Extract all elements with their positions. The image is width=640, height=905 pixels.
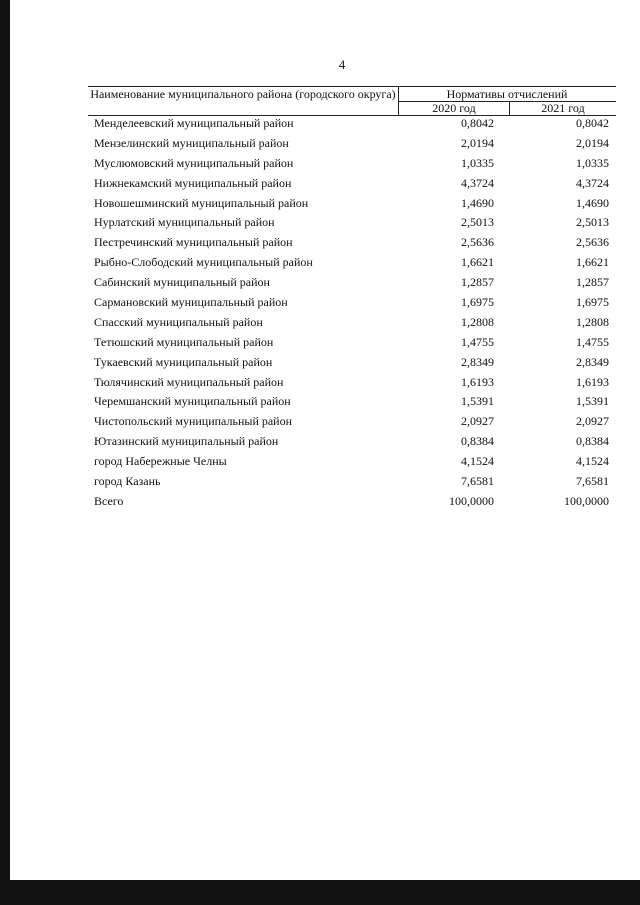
municipality-name: Тукаевский муниципальный район xyxy=(94,354,273,369)
table-header xyxy=(88,86,616,116)
norm-2020-value: 2,8349 xyxy=(461,354,494,369)
norm-2020-value: 1,6193 xyxy=(461,374,494,389)
header-municipality-name: Наименование муниципального района (городского округа) xyxy=(90,87,396,101)
norm-2021-value: 100,0000 xyxy=(564,493,609,508)
scan-border-left xyxy=(0,0,10,905)
municipality-name: Всего xyxy=(94,493,124,508)
table-row xyxy=(94,154,614,174)
norm-2021-value: 1,4690 xyxy=(576,195,609,210)
table-row xyxy=(94,194,614,214)
norm-2021-value: 2,0927 xyxy=(576,414,609,429)
norm-2020-value: 4,3724 xyxy=(461,175,494,190)
municipality-name: Черемшанский муниципальный район xyxy=(94,394,291,409)
norm-2021-value: 2,5013 xyxy=(576,215,609,230)
norm-2020-value: 1,0335 xyxy=(461,155,494,170)
table-row xyxy=(94,114,614,134)
scan-border-bottom xyxy=(0,880,640,905)
norm-2021-value: 4,3724 xyxy=(576,175,609,190)
norm-2020-value: 2,5636 xyxy=(461,235,494,250)
table-row xyxy=(94,134,614,154)
norm-2021-value: 0,8042 xyxy=(576,116,609,130)
table-row xyxy=(94,412,614,432)
municipality-table-body xyxy=(94,114,614,512)
norm-2020-value: 1,6975 xyxy=(461,295,494,310)
table-row xyxy=(94,253,614,273)
municipality-name: Мензелинский муниципальный район xyxy=(94,135,289,150)
norm-2020-value: 1,2808 xyxy=(461,314,494,329)
table-row xyxy=(94,293,614,313)
municipality-name: Нижнекамский муниципальный район xyxy=(94,175,292,190)
municipality-name: Тюлячинский муниципальный район xyxy=(94,374,284,389)
table-row xyxy=(94,492,614,512)
table-row xyxy=(94,353,614,373)
norm-2021-value: 4,1524 xyxy=(576,454,609,469)
norm-2021-value: 1,2808 xyxy=(576,314,609,329)
table-row xyxy=(94,174,614,194)
table-row xyxy=(94,273,614,293)
norm-2021-value: 1,4755 xyxy=(576,334,609,349)
norm-2020-value: 0,8042 xyxy=(461,116,494,130)
norm-2020-value: 100,0000 xyxy=(449,493,494,508)
table-row xyxy=(94,233,614,253)
municipality-name: Сармановский муниципальный район xyxy=(94,295,288,310)
norm-2021-value: 1,2857 xyxy=(576,275,609,290)
municipality-name: Чистопольский муниципальный район xyxy=(94,414,293,429)
norm-2020-value: 1,4690 xyxy=(461,195,494,210)
norm-2021-value: 2,8349 xyxy=(576,354,609,369)
municipality-name: город Набережные Челны xyxy=(94,454,227,469)
page-number: 4 xyxy=(338,57,346,72)
table-row xyxy=(94,452,614,472)
norm-2020-value: 1,5391 xyxy=(461,394,494,409)
municipality-name: Сабинский муниципальный район xyxy=(94,275,270,290)
municipality-name: Рыбно-Слободский муниципальный район xyxy=(94,255,313,270)
norm-2021-value: 0,8384 xyxy=(576,434,609,449)
norm-2021-value: 1,6193 xyxy=(576,374,609,389)
norm-2020-value: 1,6621 xyxy=(461,255,494,270)
table-row xyxy=(94,373,614,393)
table-row xyxy=(94,392,614,412)
norm-2020-value: 7,6581 xyxy=(461,474,494,489)
norm-2020-value: 1,2857 xyxy=(461,275,494,290)
table-row xyxy=(94,432,614,452)
municipality-name: Пестречинский муниципальный район xyxy=(94,235,293,250)
table-row xyxy=(94,333,614,353)
municipality-name: Тетюшский муниципальный район xyxy=(94,334,274,349)
norm-2020-value: 2,5013 xyxy=(461,215,494,230)
norm-2020-value: 4,1524 xyxy=(461,454,494,469)
table-row xyxy=(94,313,614,333)
header-year-2020: 2020 год xyxy=(432,101,476,115)
norm-2020-value: 2,0927 xyxy=(461,414,494,429)
table-row xyxy=(94,213,614,233)
municipality-name: Муслюмовский муниципальный район xyxy=(94,155,294,170)
norm-2021-value: 1,6975 xyxy=(576,295,609,310)
header-deduction-norms: Нормативы отчислений xyxy=(398,87,616,102)
norm-2021-value: 1,6621 xyxy=(576,255,609,270)
municipality-name: город Казань xyxy=(94,474,161,489)
municipality-name: Менделеевский муниципальный район xyxy=(94,116,294,130)
norm-2021-value: 1,0335 xyxy=(576,155,609,170)
municipality-name: Нурлатский муниципальный район xyxy=(94,215,275,230)
norm-2020-value: 0,8384 xyxy=(461,434,494,449)
municipality-name: Новошешминский муниципальный район xyxy=(94,195,309,210)
norm-2021-value: 1,5391 xyxy=(576,394,609,409)
municipality-name: Ютазинский муниципальный район xyxy=(94,434,279,449)
norm-2021-value: 2,0194 xyxy=(576,135,609,150)
table-row xyxy=(94,472,614,492)
norm-2021-value: 7,6581 xyxy=(576,474,609,489)
norm-2020-value: 2,0194 xyxy=(461,135,494,150)
norm-2020-value: 1,4755 xyxy=(461,334,494,349)
municipality-name: Спасский муниципальный район xyxy=(94,314,263,329)
norm-2021-value: 2,5636 xyxy=(576,235,609,250)
header-year-2021: 2021 год xyxy=(541,101,585,115)
